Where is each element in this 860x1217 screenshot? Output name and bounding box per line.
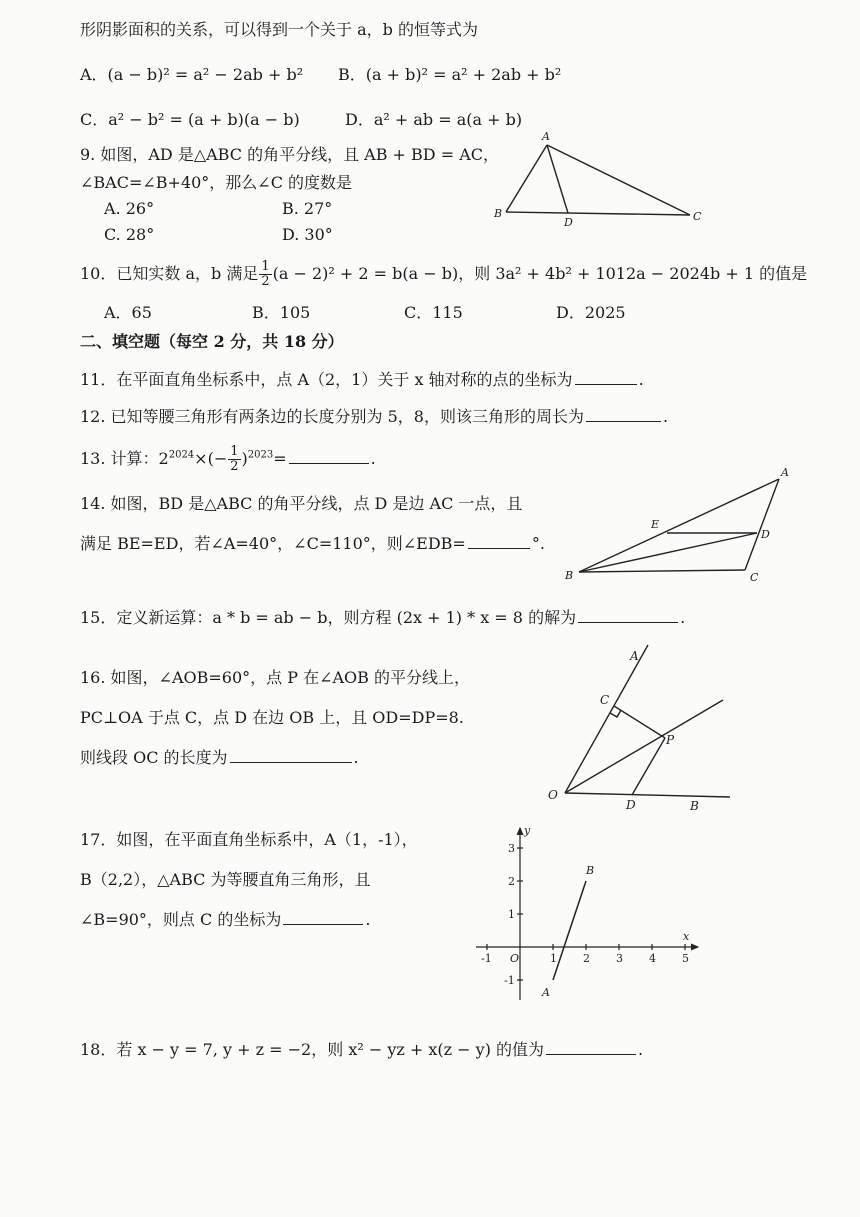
q17-xtick-5: 5 [682, 952, 689, 965]
q17-line3 [80, 910, 370, 930]
q14-label-e: E [651, 518, 660, 531]
q15-end: . [680, 608, 686, 627]
q9-label-a: A [542, 130, 550, 143]
q16-line1: 16. 如图，∠AOB=60°，点 P 在∠AOB 的平分线上， [80, 668, 470, 687]
q13-exp2: 2023 [247, 449, 274, 461]
q12-answer-blank[interactable] [586, 407, 661, 422]
q11 [80, 370, 644, 390]
q9-option-b: B. 27° [282, 199, 333, 218]
q13-eq: = [273, 449, 287, 468]
q10-pre: 10．已知实数 a，b 满足 [80, 264, 259, 283]
q9-option-d: D. 30° [282, 225, 333, 244]
q17-xtick-1: 1 [550, 952, 557, 965]
q17-label-a: A [542, 986, 550, 999]
q10-stem [80, 260, 807, 289]
q13-exp1: 2024 [168, 449, 195, 461]
q14-line1: 14. 如图，BD 是△ABC 的角平分线，点 D 是边 AC 一点，且 [80, 494, 523, 513]
q16-line3-text: 则线段 OC 的长度为 [80, 748, 228, 767]
q17-line1: 17．如图，在平面直角坐标系中，A（1，-1）， [80, 830, 418, 849]
q17-ytick-3: 3 [508, 842, 515, 855]
q8-option-c: C．a² − b² = (a + b)(a − b) [80, 110, 300, 129]
q9-triangle-figure [490, 128, 710, 233]
q16-label-b: B [690, 799, 699, 813]
q15 [80, 608, 685, 628]
q15-answer-blank[interactable] [578, 608, 678, 623]
q14-end: °. [531, 534, 545, 553]
q9-option-a: A. 26° [104, 199, 155, 218]
q16-line2: PC⊥OA 于点 C，点 D 在边 OB 上，且 OD=DP=8. [80, 708, 464, 727]
q13-close: ) [241, 449, 248, 468]
q14-label-b: B [565, 569, 574, 582]
q9-line1: 9. 如图，AD 是△ABC 的角平分线，且 AB + BD = AC， [80, 145, 500, 164]
intro-text: 形阴影面积的关系，可以得到一个关于 a，b 的恒等式为 [80, 20, 478, 39]
q18-end: . [638, 1040, 644, 1059]
q17-y-label: y [524, 824, 531, 837]
q11-text: 11．在平面直角坐标系中，点 A（2，1）关于 x 轴对称的点的坐标为 [80, 370, 573, 389]
q9-option-c: C. 28° [104, 225, 155, 244]
q13-fraction: $\frac{1}{2}$ [230, 444, 239, 474]
q17-line3-text: ∠B=90°，则点 C 的坐标为 [80, 910, 282, 929]
q13-end: . [370, 449, 376, 468]
q17-x-label: x [683, 930, 690, 943]
q9-label-d: D [564, 216, 573, 229]
q18-text: 18．若 x − y = 7, y + z = −2，则 x² − yz + x(z − y) 的值为 [80, 1040, 545, 1059]
q14-answer-blank[interactable] [468, 534, 530, 549]
q16-line3 [80, 748, 359, 768]
q8-option-d: D．a² + ab = a(a + b) [345, 110, 523, 129]
q17-ytick-2: 2 [508, 875, 515, 888]
q14-label-d: D [761, 528, 770, 541]
q17-coordinate-figure [470, 820, 710, 1005]
section-2-heading: 二、填空题（每空 2 分，共 18 分） [80, 332, 344, 351]
q16-label-d: D [626, 798, 636, 812]
q13-mid: ×(− [194, 449, 228, 468]
q18 [80, 1040, 643, 1060]
q16-label-p: P [666, 733, 675, 747]
q11-answer-blank[interactable] [575, 370, 637, 385]
q17-origin-label: O [510, 952, 520, 965]
q10-option-d: D．2025 [556, 303, 626, 322]
q17-answer-blank[interactable] [283, 910, 363, 925]
q13-answer-blank[interactable] [289, 449, 369, 464]
q13 [80, 445, 376, 474]
q14-triangle-figure [555, 460, 795, 590]
q17-xtick-neg1: -1 [481, 952, 492, 965]
q10-post: (a − 2)² + 2 = b(a − b)，则 3a² + 4b² + 1012a − 2024b + 1 的值是 [272, 264, 808, 283]
q9-label-b: B [494, 207, 503, 220]
q17-ytick-neg1: -1 [504, 974, 515, 987]
q16-label-a: A [630, 649, 639, 663]
q17-end: . [365, 910, 371, 929]
q15-text: 15．定义新运算：a * b = ab − b，则方程 (2x + 1) * x = 8 的解为 [80, 608, 577, 627]
q10-option-b: B．105 [252, 303, 311, 322]
q9-line2: ∠BAC=∠B+40°，那么∠C 的度数是 [80, 173, 353, 192]
q12 [80, 407, 668, 427]
q12-text: 12. 已知等腰三角形有两条边的长度分别为 5，8，则该三角形的周长为 [80, 407, 584, 426]
q17-xtick-2: 2 [583, 952, 590, 965]
q17-xtick-4: 4 [649, 952, 656, 965]
q12-end: . [662, 407, 669, 426]
q17-line2: B（2,2），△ABC 为等腰直角三角形，且 [80, 870, 371, 889]
q16-angle-figure [540, 640, 740, 815]
q8-option-b: B．(a + b)² = a² + 2ab + b² [338, 65, 562, 84]
q14-label-a: A [781, 466, 789, 479]
q14-line2 [80, 534, 545, 554]
q17-xtick-3: 3 [616, 952, 623, 965]
q16-label-c: C [600, 693, 610, 707]
q18-answer-blank[interactable] [546, 1040, 636, 1055]
q8-option-a: A．(a − b)² = a² − 2ab + b² [80, 65, 304, 84]
q11-end: . [638, 370, 644, 389]
q13-pre: 13. 计算：2 [80, 449, 169, 468]
q10-fraction: $\frac{1}{2}$ [261, 259, 270, 289]
q16-answer-blank[interactable] [230, 748, 352, 763]
q17-segment-ab [553, 881, 586, 980]
q14-label-c: C [750, 571, 759, 584]
q10-option-a: A．65 [104, 303, 152, 322]
q17-label-b: B [586, 864, 595, 877]
q9-label-c: C [693, 210, 702, 223]
q16-end: . [353, 748, 359, 767]
q10-option-c: C．115 [404, 303, 463, 322]
q16-label-o: O [548, 788, 558, 802]
q14-line2-text: 满足 BE=ED，若∠A=40°，∠C=110°，则∠EDB= [80, 534, 466, 553]
q17-ytick-1: 1 [508, 908, 515, 921]
